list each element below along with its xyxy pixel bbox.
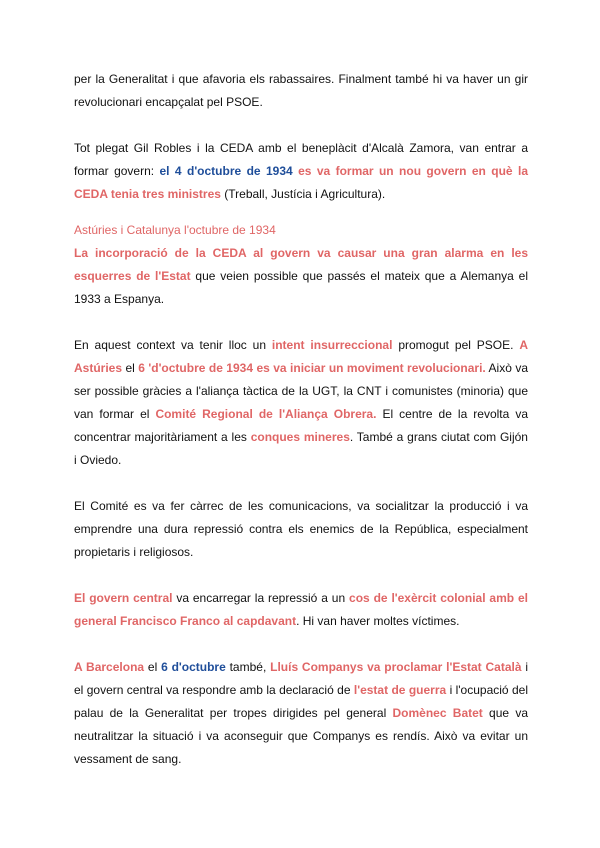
text: (Treball, Justícia i Agricultura). <box>220 187 386 201</box>
text: Això va ser possible gràcies a l'aliança tàctica de la UGT, la CNT i comunistes (minoria) que van formar el <box>74 361 528 421</box>
date-highlight: el 4 d'octubre de 1934 <box>159 164 293 178</box>
text: per la Generalitat i que afavoria els rabassaires. Finalment també hi va haver un gir revolucionari encapçalat pel PSOE. <box>74 72 528 109</box>
text: En aquest context va tenir lloc un <box>74 338 272 352</box>
date-highlight: 6 d'octubre <box>161 660 226 674</box>
emphasis: Lluís Companys va proclamar l'Estat Català <box>270 660 522 674</box>
emphasis: cos de l'exèrcit colonial amb el general Francisco Franco al capdavant <box>74 591 528 628</box>
text: i el govern central va respondre amb la declaració de <box>74 660 528 697</box>
emphasis: La incorporació de la CEDA al govern va causar una gran alarma en les esquerres de l'Estat <box>74 246 528 283</box>
emphasis: A Astúries <box>74 338 529 375</box>
emphasis: A Barcelona <box>74 660 145 674</box>
paragraph-7 <box>74 656 528 771</box>
paragraph-4 <box>74 334 528 472</box>
text: . Hi van haver moltes víctimes. <box>296 614 460 628</box>
section-heading: Astúries i Catalunya l'octubre de 1934 <box>74 223 276 237</box>
emphasis: Comité Regional de l'Aliança Obrera <box>155 407 374 421</box>
emphasis: El govern central <box>74 591 173 605</box>
text: el <box>144 660 162 674</box>
text: que veien possible que passés el mateix que a Alemanya el 1933 a Espanya. <box>74 269 529 306</box>
document-body <box>74 68 528 771</box>
emphasis: intent insurreccional <box>271 338 393 352</box>
emphasis: 6 'd'octubre de 1934 es va iniciar un moviment revolucionari <box>138 361 483 375</box>
text: . També a grans ciutat com Gijón i Oviedo. <box>74 430 528 467</box>
text: Tot plegat Gil Robles i la CEDA amb el beneplàcit d'Alcalà Zamora, van entrar a formar govern: <box>74 141 528 178</box>
paragraph-5 <box>74 495 528 564</box>
emphasis: . <box>482 361 486 375</box>
paragraph-6 <box>74 587 528 633</box>
text: El centre de la revolta va concentrar majoritàriament a les <box>74 407 529 444</box>
text: el <box>122 361 139 375</box>
text: també, <box>225 660 271 674</box>
paragraph-2 <box>74 137 528 206</box>
text: El Comité es va fer càrrec de les comunicacions, va socialitzar la producció i va emprendre una dura repressió contra els enemics de la República, especialment propietaris i religiosos. <box>74 499 528 559</box>
paragraph-1 <box>74 68 528 114</box>
text: i l'ocupació del palau de la Generalitat per tropes dirigides pel general <box>74 683 528 720</box>
text: promogut pel PSOE. <box>392 338 520 352</box>
emphasis: Domènec Batet <box>392 706 483 720</box>
emphasis: . <box>373 407 377 421</box>
emphasis: es va formar un nou govern en què la CEDA tenia tres ministres <box>74 164 528 201</box>
emphasis: l'estat de guerra <box>353 683 447 697</box>
text: va encarregar la repressió a un <box>172 591 350 605</box>
emphasis: conques mineres <box>250 430 350 444</box>
text: que va neutralitzar la situació i va aconseguir que Companys es rendís. Això va evitar un vessament de sang. <box>74 706 528 766</box>
paragraph-3 <box>74 242 528 311</box>
